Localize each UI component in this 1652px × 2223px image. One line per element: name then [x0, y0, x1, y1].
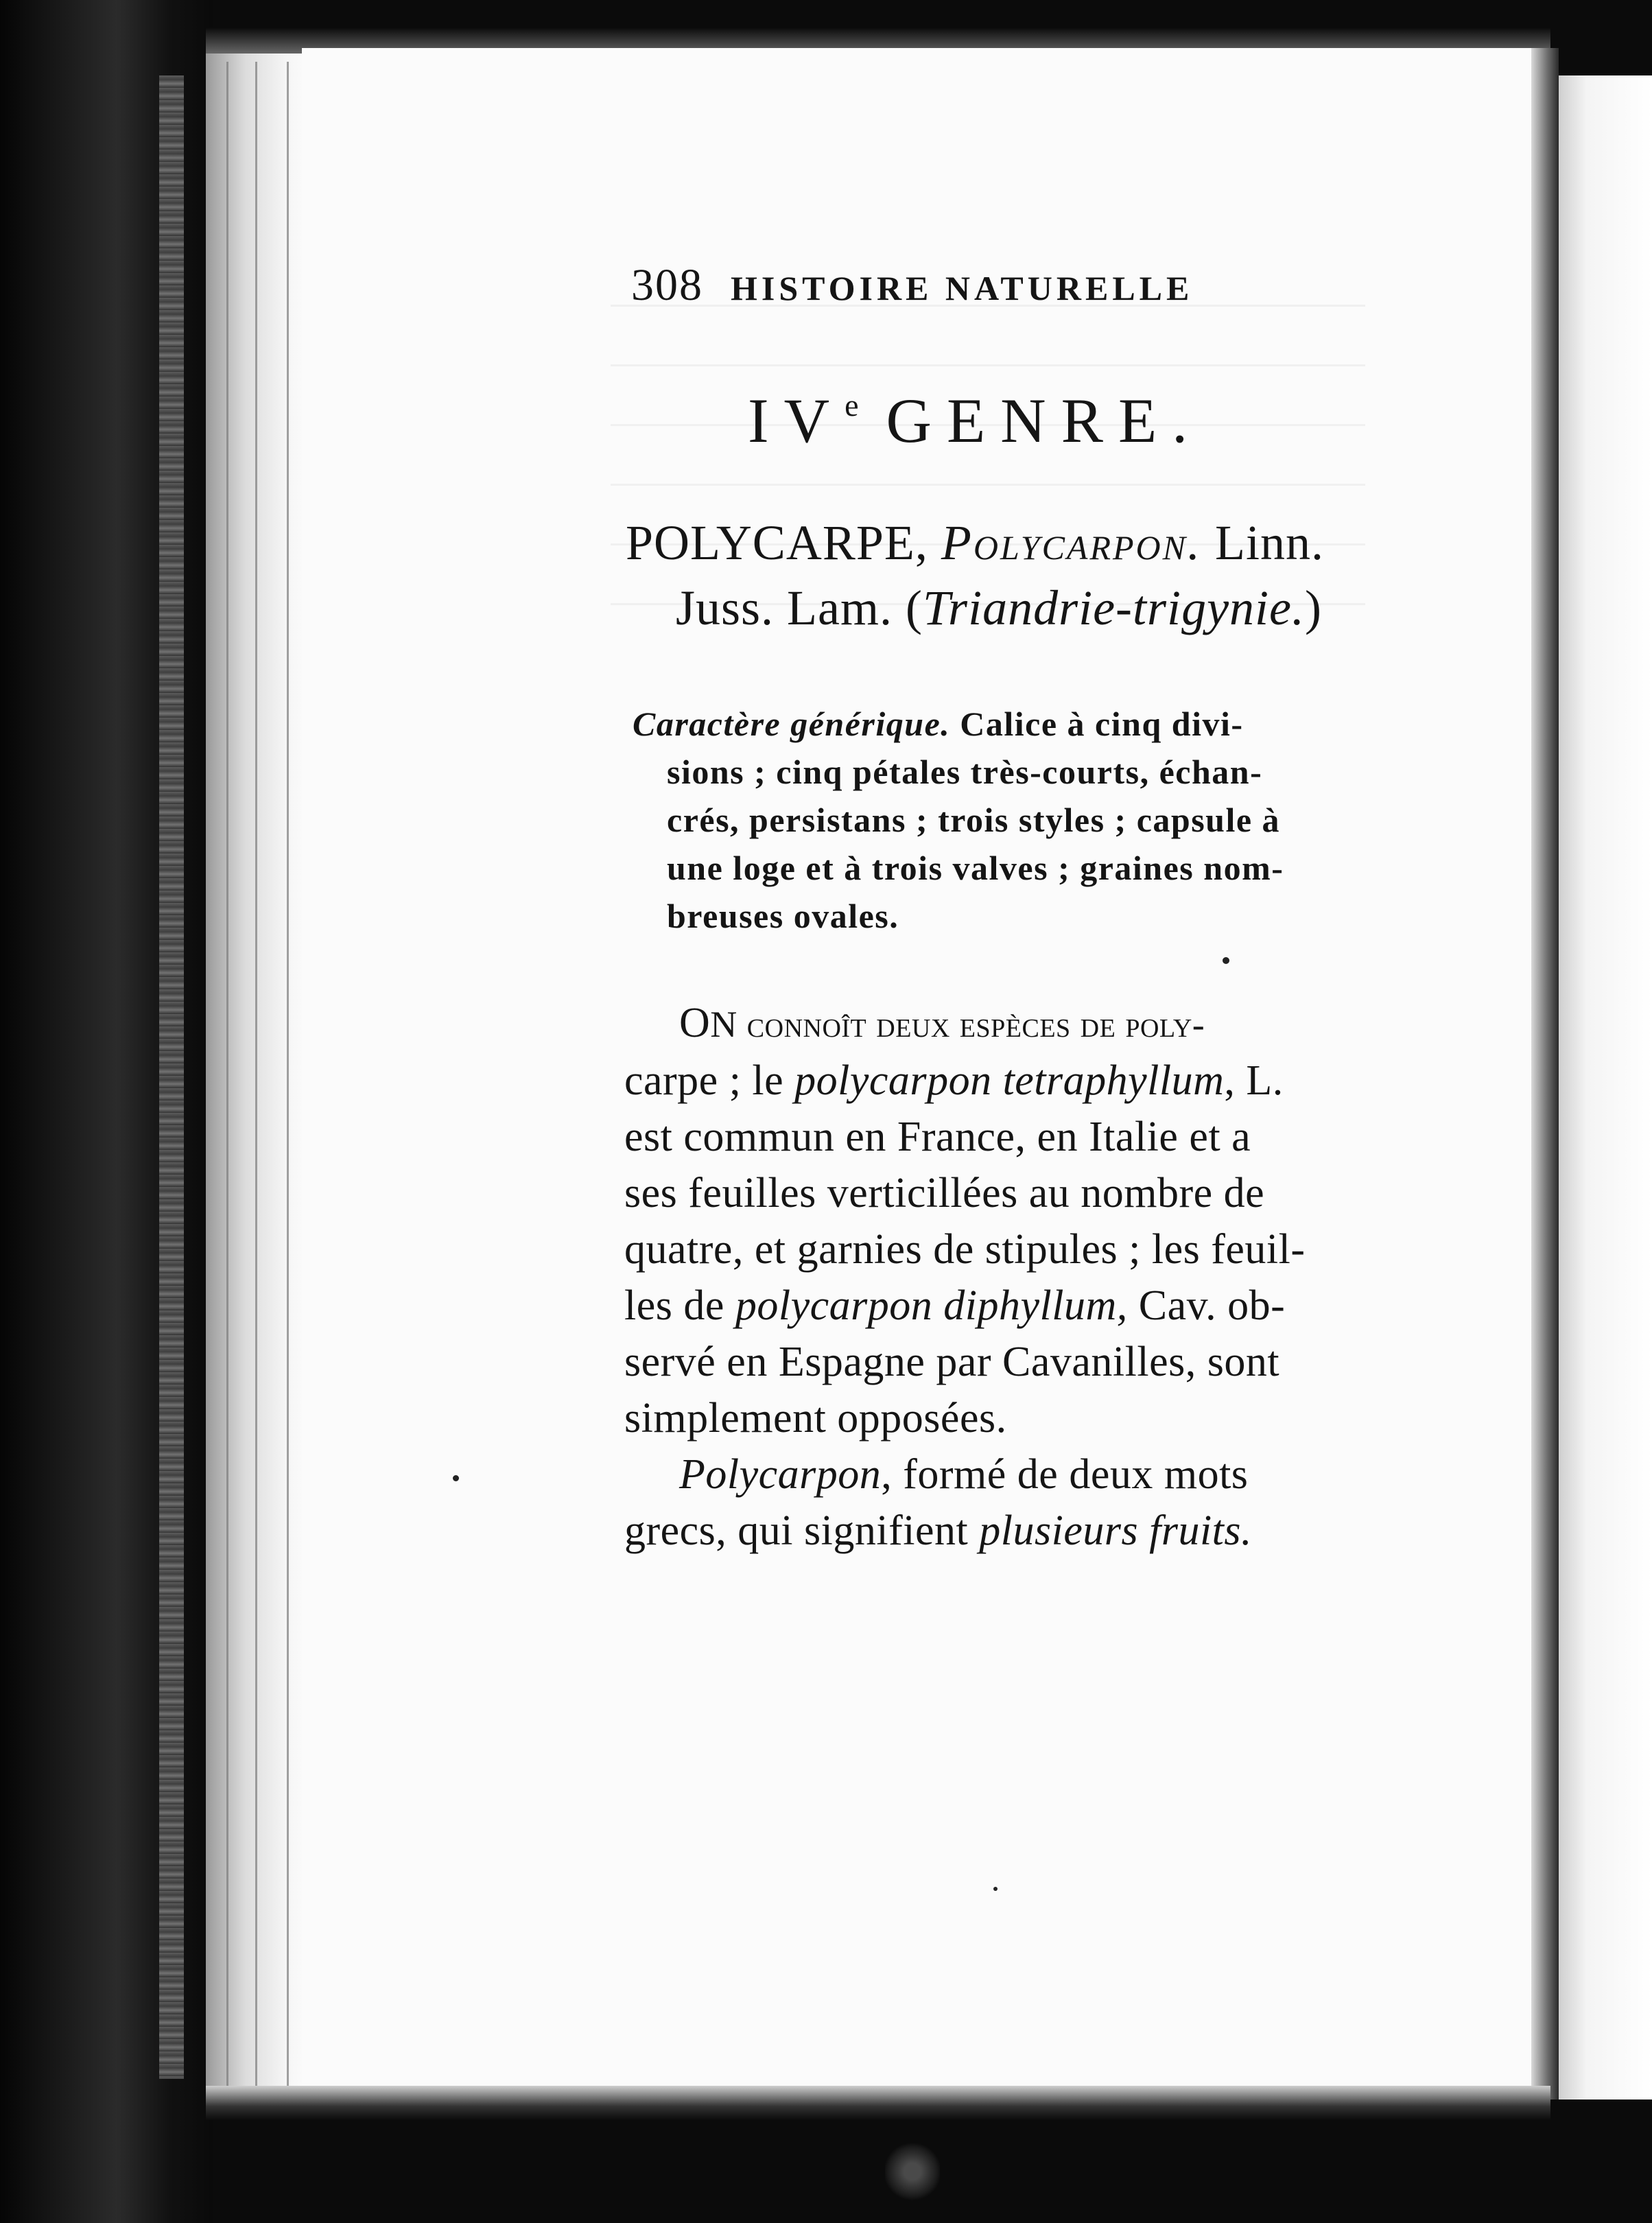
body-line-6-italic: polycarpon diphyllum, — [735, 1282, 1128, 1329]
body-line-3: est commun en France, en Italie et a — [624, 1114, 1251, 1160]
body-line-2a: carpe ; le — [624, 1057, 795, 1104]
body-line-8: simplement opposées. — [624, 1395, 1007, 1442]
running-title: HISTOIRE NATURELLE — [731, 269, 1194, 307]
common-name: POLYCARPE, — [626, 515, 928, 570]
body-line-6a: les de — [624, 1282, 735, 1329]
character-line-2: sions ; cinq pétales très-courts, échan- — [667, 753, 1263, 791]
genre-superscript: e — [845, 388, 859, 423]
next-page-edge — [1559, 75, 1652, 2100]
page-number: 308 — [631, 260, 703, 310]
body-line-10-italic: plusieurs fruits. — [979, 1507, 1253, 1554]
page-edge-line — [226, 62, 228, 2086]
scan-artifact — [885, 2141, 940, 2202]
body-line-1: N connoît deux espèces de poly- — [710, 1004, 1205, 1045]
genre-heading — [748, 384, 1203, 457]
genre-roman: IV — [748, 386, 845, 456]
character-label: Caractère générique. — [633, 705, 951, 743]
authors-2: Juss. Lam. ( — [676, 580, 923, 635]
authors-line — [676, 580, 1322, 637]
body-line-4: ses feuilles verticillées au nombre de — [624, 1170, 1265, 1216]
latin-name: Polycarpon. — [941, 515, 1203, 570]
ink-speck — [993, 1887, 998, 1891]
body-line-2-italic: polycarpon tetraphyllum — [794, 1057, 1225, 1104]
character-line-5: breuses ovales. — [667, 897, 899, 935]
character-line-3: crés, persistans ; trois styles ; capsule à — [667, 801, 1281, 839]
right-gutter — [1531, 48, 1559, 2100]
ink-speck — [453, 1475, 459, 1481]
generic-character — [633, 700, 1284, 940]
classification: Triandrie-trigynie. — [922, 580, 1305, 635]
body-line-7: servé en Espagne par Cavanilles, sont — [624, 1339, 1280, 1385]
page-edge-line — [255, 62, 257, 2086]
body-line-5: quatre, et garnies de stipules ; les feuil- — [624, 1226, 1306, 1273]
body-line-2b: , L. — [1224, 1057, 1284, 1104]
body-line-9-italic: Polycarpon — [679, 1451, 882, 1498]
bottom-shadow — [206, 2086, 1550, 2120]
binding-edge — [159, 75, 184, 2079]
page-edge-line — [287, 62, 289, 2086]
closing-paren: ) — [1304, 580, 1322, 635]
character-line-4: une loge et à trois valves ; graines nom- — [667, 849, 1284, 887]
authors-1: Linn. — [1215, 515, 1324, 570]
body-line-6b: Cav. ob- — [1127, 1282, 1286, 1329]
drop-initial: O — [679, 1000, 711, 1046]
running-head — [631, 259, 1193, 311]
character-line-1: Calice à cinq divi- — [960, 705, 1244, 743]
genus-name-line — [626, 515, 1324, 572]
genre-word: GENRE. — [886, 386, 1203, 456]
body-line-9b: , formé de deux mots — [881, 1451, 1249, 1498]
body-text — [624, 995, 1306, 1559]
body-line-10a: grecs, qui signifient — [624, 1507, 980, 1554]
ink-speck — [1223, 957, 1229, 964]
